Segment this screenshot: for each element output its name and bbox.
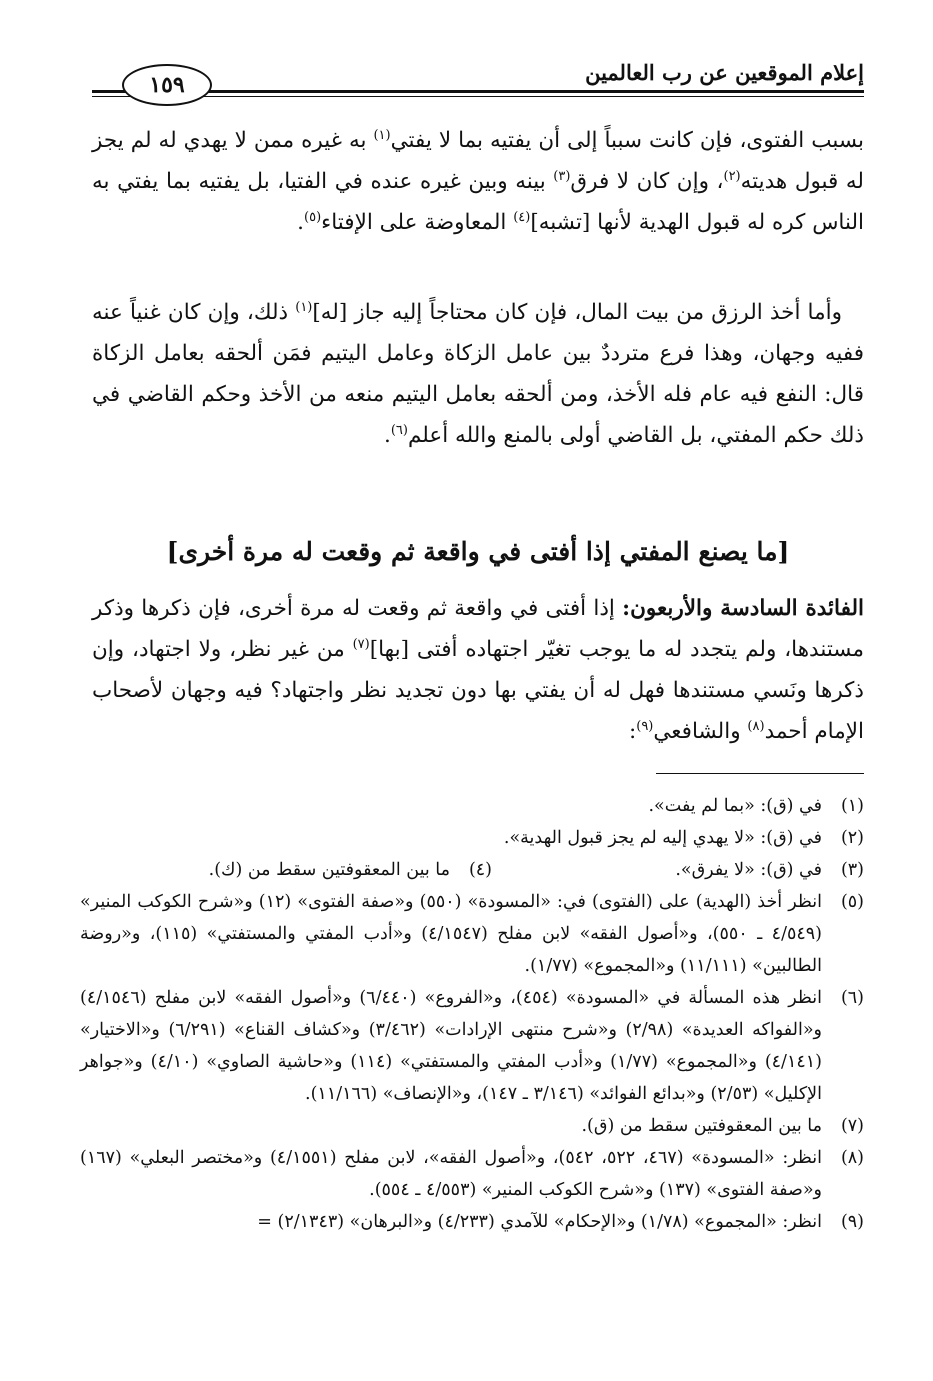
running-title: إعلام الموقعين عن رب العالمين [585, 60, 864, 85]
footnote-6 [80, 982, 864, 1110]
text-run: به غيره ممن لا يهدي له لم يجز له قبول هديته [92, 128, 864, 194]
paragraph-2 [92, 292, 864, 456]
header-rule-thin [92, 96, 864, 97]
footnote-marker: (٣) [553, 168, 571, 184]
footnote-number: (٩) [840, 1212, 864, 1232]
footnote-marker: (١) [295, 299, 313, 315]
text-run: ، وإن كان لا فرق [570, 169, 724, 194]
page-header [92, 52, 864, 100]
footnote-4 [120, 854, 492, 886]
footnote-marker: (٦) [390, 422, 408, 438]
footnote-text: في (ق): «بما لم يفت». [648, 796, 822, 816]
footnote-marker: (١) [373, 127, 391, 143]
text-run: بينه وبين غيره عنده في الفتيا، بل يفتيه بما يفتي به الناس كره له قبول الهدية لأنها [تشبه] [92, 169, 864, 235]
footnote-text: في (ق): «لا يهدي إليه لم يجز قبول الهدية». [503, 828, 822, 848]
text-run: . [297, 210, 304, 235]
footnote-separator [656, 773, 864, 774]
footnote-9 [80, 1206, 864, 1238]
paragraph-3-text [92, 588, 864, 752]
text-run: : [628, 719, 637, 744]
text-run: ذلك، وإن كان غنياً عنه ففيه وجهان، وهذا فرع مترددٌ بين عامل الزكاة وعامل اليتيم فمَن ألحقه بعامل الزكاة قال: النفع فيه عام فله الأخذ، ومن ألحقه بعامل اليتيم منعه من الأخذ وحكم القاضي في ذلك حكم المفتي، بل القاضي أولى بالمنع والله أعلم [92, 300, 864, 448]
footnote-7 [80, 1110, 864, 1142]
footnote-number: (٨) [840, 1148, 864, 1168]
paragraph-3-lead: الفائدة السادسة والأربعون: [622, 596, 864, 621]
footnote-text: ما بين المعقوفتين سقط من (ك). [208, 860, 450, 880]
footnote-number: (٤) [468, 860, 492, 880]
text-run: إذا أفتى في واقعة ثم وقعت له مرة أخرى، فإن ذكرها وذكر مستندها، ولم يتجدد له ما يوجب تغيّر اجتهاده أفتى [بها] [92, 596, 864, 662]
paragraph-2-text [92, 292, 864, 456]
text-run: بسبب الفتوى، فإن كانت سبباً إلى أن يفتيه بما لا يفتي [390, 128, 864, 153]
paragraph-1-text [92, 120, 864, 243]
footnote-marker: (٢) [723, 168, 741, 184]
footnote-text: انظر: «المسودة» (٤٦٧، ٥٢٢، ٥٤٢)، و«أصول الفقه»، لابن مفلح (٤/١٥٥١) و«مختصر البعلي» (١٦٧) و«صفة الفتوى» (١٣٧) و«شرح الكوكب المنير» (٤/٥٥٣ ـ ٥٥٤). [80, 1148, 822, 1200]
text-run: . [384, 423, 391, 448]
footnote-marker: (٨) [747, 718, 765, 734]
footnote-5 [80, 886, 864, 982]
text-run: وأما أخذ الرزق من بيت المال، فإن كان محتاجاً إليه جاز [له] [312, 300, 842, 325]
footnote-text: ما بين المعقوفتين سقط من (ق). [581, 1116, 822, 1136]
footnote-text: انظر: «المجموع» (١/٧٨) و«الإحكام» للآمدي (٤/٢٣٣) و«البرهان» (٢/١٣٤٣) = [257, 1212, 822, 1232]
section-heading: [ما يصنع المفتي إذا أفتى في واقعة ثم وقعت له مرة أخرى] [166, 537, 790, 566]
text-run: والشافعي [653, 719, 748, 744]
footnote-number: (١) [840, 796, 864, 816]
footnote-1 [80, 790, 864, 822]
footnote-marker: (٩) [636, 718, 654, 734]
footnote-marker: (٧) [352, 636, 370, 652]
footnote-number: (٥) [840, 892, 864, 912]
paragraph-1 [92, 120, 864, 243]
footnote-marker: (٤) [513, 209, 531, 225]
footnote-text: في (ق): «لا يفرق». [675, 860, 822, 880]
page-number: ١٥٩ [122, 64, 212, 106]
paragraph-3 [92, 588, 864, 752]
footnotes [80, 790, 864, 1238]
footnote-number: (٢) [840, 828, 864, 848]
footnote-number: (٣) [840, 860, 864, 880]
footnote-row-3-4 [80, 854, 864, 886]
text-run: المعاوضة على الإفتاء [321, 210, 514, 235]
footnote-text: انظر هذه المسألة في «المسودة» (٤٥٤)، و«الفروع» (٦/٤٤٠) و«أصول الفقه» لابن مفلح (٤/١٥٤٦) و«الفواكه العديدة» (٢/٩٨) و«شرح منتهى الإرادات» (٣/٤٦٢) و«كشاف القناع» (٦/٢٩١) و«الاختيار» (٤/١٤١) و«المجموع» (١/٧٧) و«أدب المفتي والمستفتي» (١١٤) و«حاشية الصاوي» (٤/١٠) و«جواهر الإكليل» (٢/٥٣) و«بدائع الفوائد» (٣/١٤٦ ـ ١٤٧)، و«الإنصاف» (١١/١٦٦). [80, 988, 822, 1104]
text-run: من غير نظر، ولا اجتهاد، وإن ذكرها ونَسي مستندها فهل له أن يفتي بها دون تجديد نظر واجتهاد؟ فيه وجهان لأصحاب الإمام أحمد [92, 637, 864, 744]
footnote-8 [80, 1142, 864, 1206]
footnote-number: (٧) [840, 1116, 864, 1136]
footnote-3 [492, 854, 864, 886]
footnote-text: انظر أخذ (الهدية) على (الفتوى) في: «المسودة» (٥٥٠) و«صفة الفتوى» (١٢) و«شرح الكوكب المنير» (٤/٥٤٩ ـ ٥٥٠)، و«أصول الفقه» لابن مفلح (٤/١٥٤٧) و«أدب المفتي والمستفتي» (١١٥)، و«روضة الطالبين» (١١/١١١) و«المجموع» (١/٧٧). [80, 892, 822, 976]
footnote-number: (٦) [840, 988, 864, 1008]
footnote-2 [80, 822, 864, 854]
footnote-marker: (٥) [304, 209, 322, 225]
